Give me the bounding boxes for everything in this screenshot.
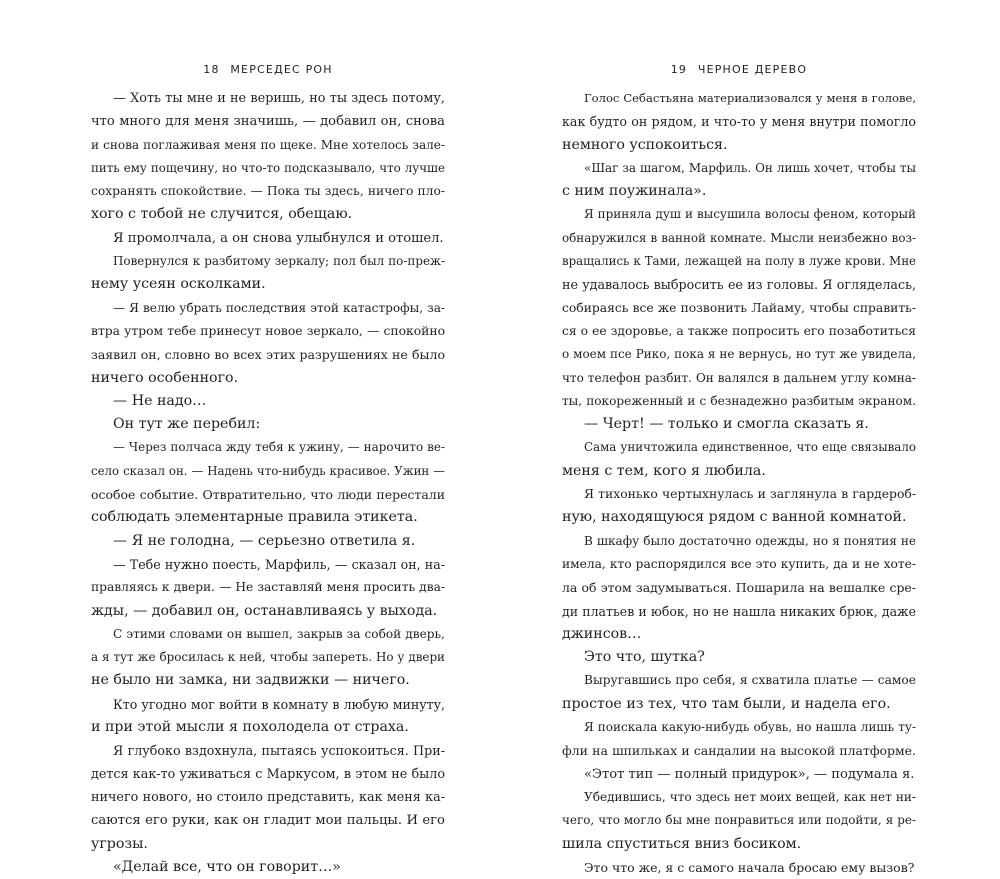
text-line: пить ему пощечину, но что-то подсказывало, что лучше <box>91 160 445 175</box>
text-line: Это что же, я с самого начала бросаю ему вызов? <box>584 859 915 875</box>
text-line: джинсов… <box>562 625 642 642</box>
text-line: нему усеян осколками. <box>91 276 266 293</box>
text-line: имела, кто распорядился все это купить, да и не хоте- <box>562 556 916 571</box>
text-line: В шкафу было достаточно одежды, но я понятия не <box>584 533 916 548</box>
text-line: и снова поглаживая меня по щеке. Мне хотелось зале- <box>91 137 445 152</box>
text-line: Кто угодно мог войти в комнату в любую минуту, <box>113 696 445 712</box>
left-page-body <box>91 87 445 879</box>
right-page-number: 19 <box>670 63 688 76</box>
text-line: ничего особенного. <box>91 369 239 386</box>
text-line: ди платьев и юбок, но не нашла никаких брюк, даже <box>562 603 916 619</box>
text-line: — Через полчаса жду тебя к ужину, — нарочито ве- <box>113 440 445 455</box>
text-line: Я поискала какую-нибудь обувь, но нашла лишь ту- <box>584 720 916 735</box>
text-line: Я тихонько чертыхнулась и заглянула в гардероб- <box>584 487 916 502</box>
text-line: Это что, шутка? <box>584 649 705 666</box>
left-page <box>91 0 445 875</box>
text-line: Повернулся к разбитому зеркалу; пол был по-преж- <box>113 254 445 269</box>
text-line: «Делай все, что он говорит…» <box>113 858 341 875</box>
text-line: жды, — добавил он, останавливаясь у выхода. <box>91 602 438 619</box>
text-line: чего, что могло бы мне понравиться или подойти, я ре- <box>562 813 916 828</box>
text-line: Голос Себастьяна материализовался у меня в голове, <box>584 91 916 105</box>
text-line: о моем псе Рико, пока я не вернусь, но тут же увидела, <box>562 347 916 362</box>
text-line: вращались к Тами, лежащей на полу в луже крови. Мне <box>562 254 916 269</box>
text-line: угрозы. <box>91 835 148 852</box>
text-line: «Шаг за шагом, Марфиль. Он лишь хочет, чтобы ты <box>584 160 916 175</box>
text-line: не удавалось выбросить ее из головы. Я огляделась, <box>562 277 916 293</box>
text-line: ную, находящуюся рядом с ванной комнатой. <box>562 509 907 526</box>
text-line: ничего нового, но стоило представить, как меня ка- <box>91 789 445 805</box>
text-line: саются его руки, как он гладит мои пальцы. И его <box>91 813 445 829</box>
text-line: что много для меня значишь, — добавил он, снова <box>91 114 445 130</box>
text-line: соблюдать элементарные правила этикета. <box>91 509 418 526</box>
text-line: Сама уничтожила единственное, что еще связывало <box>584 440 916 455</box>
text-line: обнаружился в ванной комнате. Мысли неизбежно воз- <box>562 230 916 245</box>
left-page-number: 18 <box>203 63 220 76</box>
text-line: правляясь к двери. — Не заставляй меня просить два- <box>91 580 445 595</box>
text-line: втра утром тебе принесут новое зеркало, — спокойно <box>91 323 445 338</box>
text-line: не было ни замка, ни задвижки — ничего. <box>91 672 410 689</box>
right-running-head <box>562 63 916 76</box>
text-line: как будто он рядом, и что-то у меня внутри помогло <box>562 114 916 130</box>
text-line: меня с тем, кого я любила. <box>562 462 766 479</box>
text-line: Он тут же перебил: <box>113 416 261 433</box>
text-line: ся о ее здоровье, а также попросить его позаботиться <box>562 323 916 338</box>
text-line: С этими словами он вышел, закрыв за собой дверь, <box>113 626 445 641</box>
left-running-head <box>91 63 445 76</box>
text-line: собираясь все же позвонить Лайаму, чтобы справить- <box>562 300 916 315</box>
text-line: дется как-то уживаться с Маркусом, в этом не было <box>91 766 445 782</box>
text-line: сохранять спокойствие. — Пока ты здесь, ничего пло- <box>91 184 445 199</box>
text-line: ты, покореженный и с безнадежно разбитым экраном. <box>562 393 916 408</box>
text-line: — Тебе нужно поесть, Марфиль, — сказал он, на- <box>113 556 445 572</box>
text-line: ла об этом задумываться. Пошарила на вешалке сре- <box>562 580 916 596</box>
text-line: Я приняла душ и высушила волосы феном, который <box>584 207 916 222</box>
text-line: что телефон разбит. Он валялся в дальнем углу комна- <box>562 370 916 385</box>
left-running-head-title: МЕРСЕДЕС РОН <box>230 63 333 76</box>
right-page-body <box>562 87 916 879</box>
text-line: фли на шпильках и сандалии на высокой платформе. <box>562 743 916 759</box>
right-page <box>562 0 916 875</box>
text-line: шила спуститься вниз босиком. <box>562 835 802 852</box>
text-line: — Не надо… <box>113 392 207 409</box>
text-line: — Хоть ты мне и не веришь, но ты здесь потому, <box>113 91 445 106</box>
text-line: Я глубоко вздохнула, пытаясь успокоиться. При- <box>113 743 445 759</box>
text-line: — Я не голодна, — серьезно ответила я. <box>113 532 416 549</box>
text-line: «Этот тип — полный придурок», — подумала я. <box>584 766 915 782</box>
text-line: простое из тех, что там были, и надела его. <box>562 695 891 712</box>
text-line: Я промолчала, а он снова улыбнулся и отошел. <box>113 230 444 246</box>
text-line: хого с тобой не случится, обещаю. <box>91 206 353 223</box>
text-line: Убедившись, что здесь нет моих вещей, как нет ни- <box>584 789 916 804</box>
right-running-head-title: ЧЕРНОЕ ДЕРЕВО <box>697 63 808 76</box>
text-line: заявил он, словно во всех этих разрушениях не было <box>91 347 445 363</box>
text-line: а я тут же бросилась к ней, чтобы запереть. Но у двери <box>91 650 445 665</box>
text-line: — Я велю убрать последствия этой катастрофы, за- <box>113 300 445 315</box>
text-line: Выругавшись про себя, я схватила платье — самое <box>584 673 916 688</box>
text-line: — Черт! — только и смогла сказать я. <box>584 416 869 433</box>
text-line: и при этой мысли я похолодела от страха. <box>91 719 409 736</box>
text-line: село сказал он. — Надень что-нибудь красивое. Ужин — <box>91 463 445 478</box>
text-line: с ним поужинала». <box>562 183 707 200</box>
text-line: особое событие. Отвратительно, что люди перестали <box>91 487 445 503</box>
text-line: немного успокоиться. <box>562 136 728 153</box>
